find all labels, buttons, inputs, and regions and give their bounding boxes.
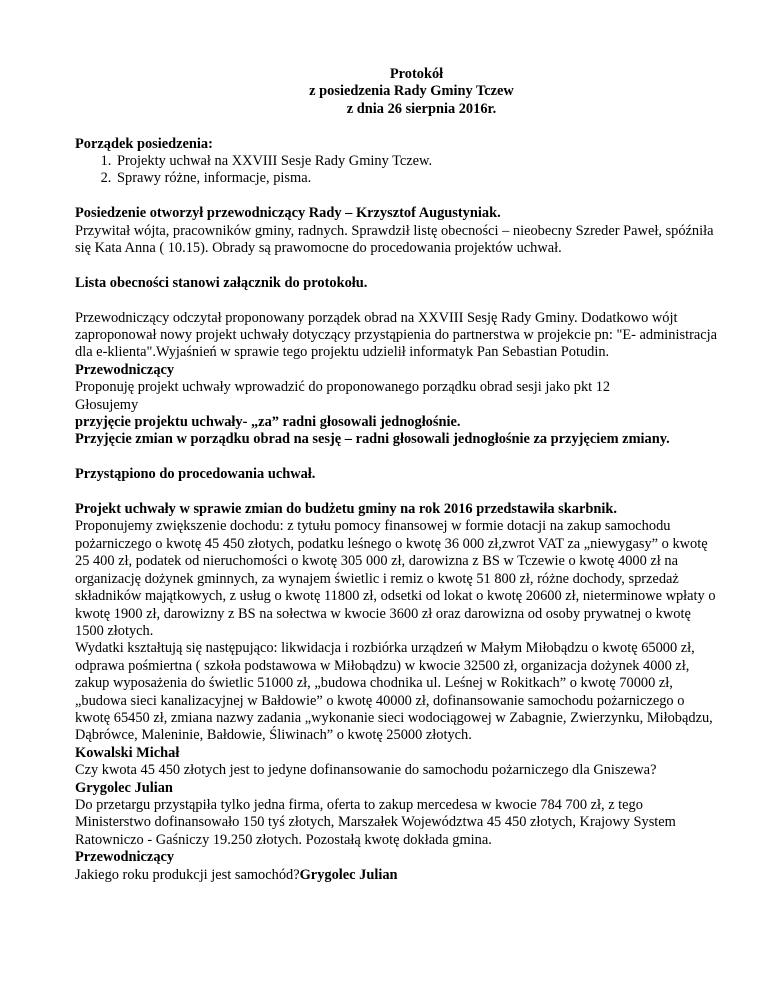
attendance-note: Lista obecności stanowi załącznik do protokołu. [75, 274, 368, 291]
order-speaker: Przewodniczący [75, 361, 175, 378]
title-line-2: z posiedzenia Rady Gminy Tczew [309, 83, 514, 100]
statement-grygolec: Do przetargu przystąpiła tylko jedna firma, oferta to zakup mercedesa w kwocie 784 700 zł, z tego Ministerstwo dofinansowało 150 tyś złotych, Marszałek Województwa 45 450 złotych, Krajowy System Ratowniczo - Gaśniczy 19.250 złotych. Pozostałą kwotę dokłada gmina. [75, 796, 676, 848]
agenda-item-2: 2. Sprawy różne, informacje, pisma. [115, 170, 720, 187]
budget-expenses: Wydatki kształtują się następująco: likwidacja i rozbiórka urządzeń w Małym Miłobądzu o kwotę 65000 zł, odprawa pośmiertna ( szkoła podstawowa w Miłobądzu) w kwocie 32500 zł, organizacja dożynek 4000 zł, zakup wyposażenia do świetlic 51000 zł, „budowa chodnika ul. Leśnej w Rokitkach” o kwotę 70000 zł, „budowa sieci kanalizacyjnej w Bałdowie” o kwotę 40000 zł, dofinansowanie samochodu pożarniczego o kwotę 65450 zł, zmiana nazwy zadania „wykonanie sieci wodociągowej w Zabagnie, Zwierzynku, Miłobądzu, Dąbrówce, Maleninie, Bałdowie, Śliwinach” o kwotę 25000 złotych. [75, 640, 713, 744]
order-text: Przewodniczący odczytał proponowany porządek obrad na XXVIII Sesję Rady Gminy. Dodatkowo wójt zaproponował nowy projekt uchwały dotyczący przystąpienia do partnerstwa w projekcie pn: "E- administracja dla e-klienta".Wyjaśnień w sprawie tego projektu udzielił informatyk Pan Sebastian Potudin. [75, 309, 718, 361]
title-line-3: z dnia 26 sierpnia 2016r. [346, 100, 497, 117]
speaker-kowalski: Kowalski Michał [75, 744, 180, 761]
order-proposal: Proponuję projekt uchwały wprowadzić do proponowanego porządku obrad sesji jako pkt 12 [75, 379, 611, 396]
speaker-chairman: Przewodniczący [75, 849, 175, 866]
budget-income: Proponujemy zwiększenie dochodu: z tytułu pomocy finansowej w formie dotacji na zakup samochodu pożarniczego o kwotę 45 450 złotych, podatku leśnego o kwotę 36 000 zł,zwrot VAT za „niewygasy” o kwotę 25 400 zł, podatek od nieruchomości o kwotę 305 000 zł, darowizna z BS w Tczewie o kwotę 4000 zł na organizację dożynek gminnych, za wynajem świetlic i remiz o kwotę 51 800 zł, różne dochody, sprzedaż składników majątkowych, z usług o kwotę 11800 zł, odsetki od lokat o kwotę 20600 zł, nieterminowe wpłaty o kwotę 1900 zł, darowizny z BS na sołectwa w kwocie 3600 zł oraz darowizna od osoby prywatnej o kwotę 1500 złotych. [75, 518, 716, 639]
next-speaker: Grygolec Julian [299, 866, 398, 883]
agenda-item-1: 1. Projekty uchwał na XXVIII Sesje Rady Gminy Tczew. [115, 153, 720, 170]
document-title [103, 66, 720, 118]
vote-result-1: przyjęcie projektu uchwały- „za” radni głosowali jednogłośnie. [75, 414, 461, 431]
agenda-list [75, 153, 720, 188]
title-line-1: Protokół [389, 66, 444, 82]
statement-chairman [75, 867, 720, 884]
opening-heading: Posiedzenie otworzył przewodniczący Rady – Krzysztof Augustyniak. [75, 205, 501, 222]
proceed-note: Przystąpiono do procedowania uchwał. [75, 466, 316, 483]
statement-kowalski: Czy kwota 45 450 złotych jest to jedyne dofinansowanie do samochodu pożarniczego dla Gniszewa? [75, 762, 657, 779]
order-vote-call: Głosujemy [75, 396, 139, 413]
opening-text: Przywitał wójta, pracowników gminy, radnych. Sprawdził listę obecności – nieobecny Szreder Paweł, spóźniła się Kata Anna ( 10.15). Obrady są prawomocne do procedowania projektów uchwał. [75, 222, 714, 257]
vote-result-2: Przyjęcie zmian w porządku obrad na sesję – radni głosowali jednogłośnie za przyjęciem zmiany. [75, 431, 670, 448]
speaker-grygolec: Grygolec Julian [75, 779, 173, 796]
budget-heading: Projekt uchwały w sprawie zmian do budżetu gminy na rok 2016 przedstawiła skarbnik. [75, 501, 617, 518]
question-text: Jakiego roku produkcji jest samochód? [75, 866, 300, 883]
agenda-heading: Porządek posiedzenia: [75, 135, 213, 152]
